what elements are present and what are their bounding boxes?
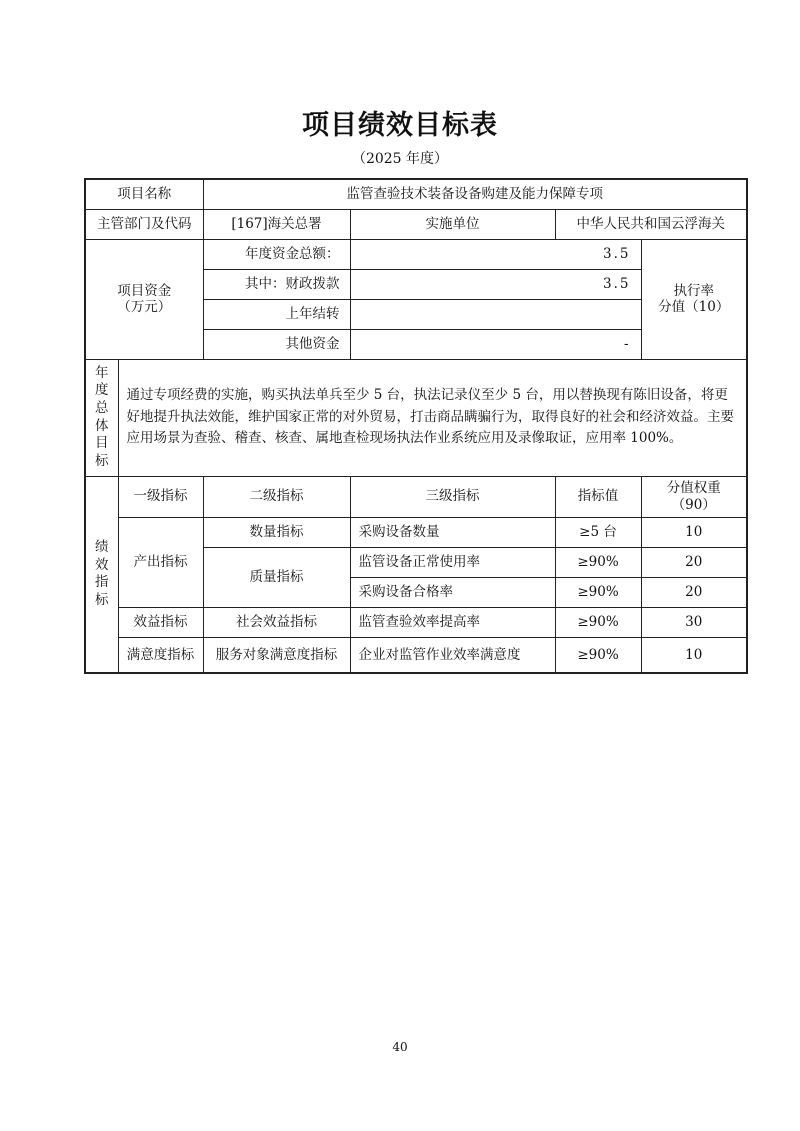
indicator-value-cell: ≥90% bbox=[555, 637, 641, 673]
other-funds-value: - bbox=[350, 329, 641, 359]
performance-table bbox=[84, 178, 748, 674]
header-value: 指标值 bbox=[555, 476, 641, 517]
goal-label-char: 度 bbox=[95, 382, 109, 399]
header-weight-line2: （90） bbox=[671, 496, 716, 513]
page-number: 40 bbox=[392, 1040, 408, 1054]
project-name-row bbox=[85, 179, 747, 209]
level3-cell: 采购设备合格率 bbox=[350, 577, 555, 607]
indicator-value-cell: ≥90% bbox=[555, 547, 641, 577]
level2-cell: 服务对象满意度指标 bbox=[203, 637, 350, 673]
project-name-label: 项目名称 bbox=[85, 179, 203, 209]
level2-cell: 社会效益指标 bbox=[203, 607, 350, 637]
annual-goal-label bbox=[85, 359, 118, 476]
fiscal-allocation-label: 其中：财政拨款 bbox=[203, 269, 350, 299]
annual-goal-text: 通过专项经费的实施，购买执法单兵至少 5 台，执法记录仪至少 5 台，用以替换现有陈旧设备，将更好地提升执法效能，维护国家正常的对外贸易，打击商品瞒骗行为，取得良好的社会和经济效益。主要应用场景为查验、稽查、核查、属地查检现场执法作业系统应用及录像取证，应用率 100%。 bbox=[118, 359, 747, 476]
indicators-label-char: 标 bbox=[95, 591, 109, 608]
weight-cell: 10 bbox=[641, 637, 747, 673]
execution-rate-label: 执行率 bbox=[673, 282, 714, 299]
level3-cell: 监管查验效率提高率 bbox=[350, 607, 555, 637]
table-row bbox=[85, 517, 747, 547]
fiscal-allocation-value: 3.5 bbox=[350, 269, 641, 299]
indicators-label bbox=[85, 476, 118, 673]
header-level1: 一级指标 bbox=[118, 476, 203, 517]
funding-total-row bbox=[85, 239, 747, 269]
header-weight-line1: 分值权重 bbox=[666, 480, 721, 497]
goal-label-char: 目 bbox=[95, 435, 109, 452]
department-label: 主管部门及代码 bbox=[85, 209, 203, 239]
project-name-value: 监管查验技术装备设备购建及能力保障专项 bbox=[203, 179, 747, 209]
goal-label-char: 体 bbox=[95, 417, 109, 434]
execution-rate-score: 分值（10） bbox=[658, 299, 730, 315]
level2-cell: 质量指标 bbox=[203, 547, 350, 607]
annual-total-label: 年度资金总额： bbox=[203, 239, 350, 269]
table-row bbox=[85, 637, 747, 673]
header-weight bbox=[641, 476, 747, 517]
carryover-value bbox=[350, 299, 641, 329]
weight-cell: 20 bbox=[641, 547, 747, 577]
other-funds-label: 其他资金 bbox=[203, 329, 350, 359]
indicators-label-char: 绩 bbox=[95, 539, 109, 556]
funding-label-line1: 项目资金 bbox=[117, 282, 172, 299]
indicators-label-char: 效 bbox=[95, 556, 109, 573]
level1-cell: 产出指标 bbox=[118, 517, 203, 607]
funding-label bbox=[85, 239, 203, 359]
carryover-label: 上年结转 bbox=[203, 299, 350, 329]
level3-cell: 采购设备数量 bbox=[350, 517, 555, 547]
page-title: 项目绩效目标表 bbox=[302, 110, 498, 141]
level3-cell: 监管设备正常使用率 bbox=[350, 547, 555, 577]
indicator-header-row bbox=[85, 476, 747, 517]
department-row bbox=[85, 209, 747, 239]
year-subtitle: （2025 年度） bbox=[351, 151, 449, 167]
weight-cell: 10 bbox=[641, 517, 747, 547]
header-level3: 三级指标 bbox=[350, 476, 555, 517]
implementing-unit-label: 实施单位 bbox=[350, 209, 555, 239]
department-value: [167]海关总署 bbox=[203, 209, 350, 239]
goal-label-char: 总 bbox=[95, 399, 109, 416]
level2-cell: 数量指标 bbox=[203, 517, 350, 547]
indicator-value-cell: ≥5 台 bbox=[555, 517, 641, 547]
table-row bbox=[85, 607, 747, 637]
annual-total-value: 3.5 bbox=[350, 239, 641, 269]
indicator-value-cell: ≥90% bbox=[555, 607, 641, 637]
weight-cell: 20 bbox=[641, 577, 747, 607]
goal-label-char: 年 bbox=[95, 364, 109, 381]
level1-cell: 效益指标 bbox=[118, 607, 203, 637]
header-level2: 二级指标 bbox=[203, 476, 350, 517]
level3-cell: 企业对监管作业效率满意度 bbox=[350, 637, 555, 673]
indicator-value-cell: ≥90% bbox=[555, 577, 641, 607]
weight-cell: 30 bbox=[641, 607, 747, 637]
funding-label-line2: （万元） bbox=[117, 299, 172, 315]
indicators-label-char: 指 bbox=[95, 574, 109, 591]
annual-goal-row bbox=[85, 359, 747, 476]
level1-cell: 满意度指标 bbox=[118, 637, 203, 673]
execution-rate-cell bbox=[641, 239, 747, 359]
implementing-unit-value: 中华人民共和国云浮海关 bbox=[555, 209, 747, 239]
goal-label-char: 标 bbox=[95, 452, 109, 469]
